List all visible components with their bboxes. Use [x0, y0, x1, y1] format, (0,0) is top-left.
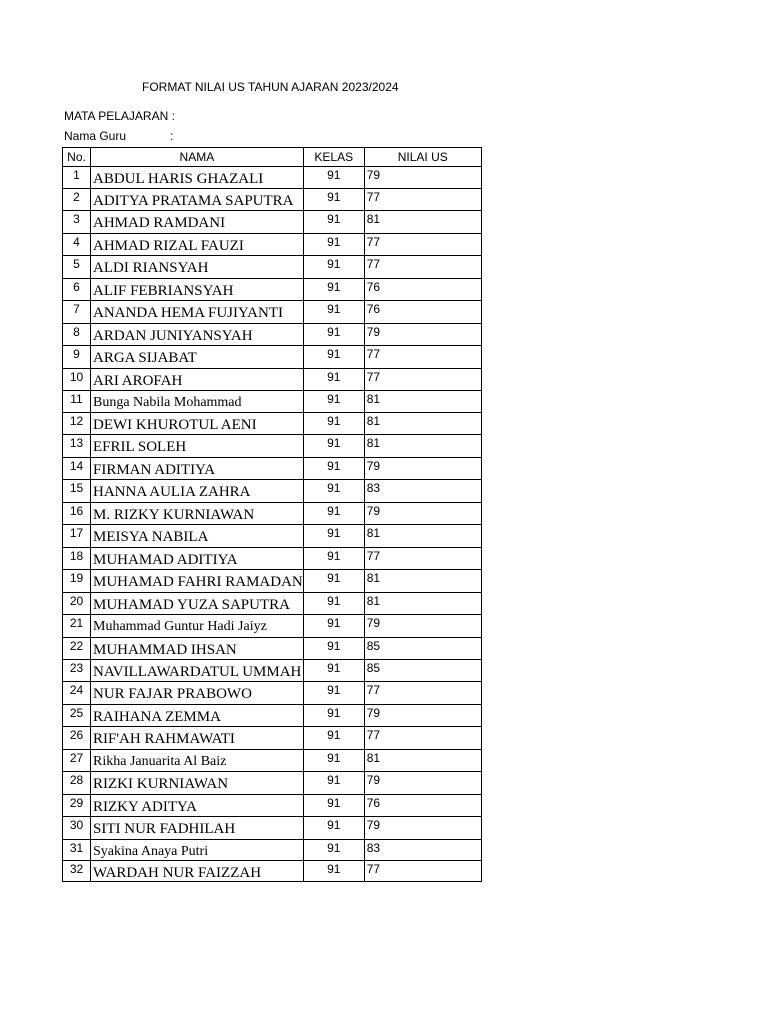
table-row — [63, 705, 482, 727]
row-number-cell: 6 — [63, 279, 91, 301]
teacher-colon: : — [170, 129, 174, 143]
table-row — [63, 279, 482, 301]
row-score-cell: 79 — [364, 772, 481, 795]
row-name-cell: MUHAMAD FAHRI RAMADAN — [91, 570, 304, 593]
header-kelas: KELAS — [303, 148, 364, 167]
subject-label — [64, 109, 175, 123]
table-row — [63, 660, 482, 682]
table-row — [63, 525, 482, 548]
row-name-cell: MUHAMAD YUZA SAPUTRA — [91, 593, 304, 615]
row-score-cell: 81 — [364, 211, 481, 234]
row-name-cell: RAIHANA ZEMMA — [91, 705, 304, 727]
row-name-cell: RIZKY ADITYA — [91, 795, 304, 817]
row-name-cell: HANNA AULIA ZAHRA — [91, 480, 304, 503]
row-score-cell: 77 — [364, 682, 481, 705]
table-row — [63, 458, 482, 480]
table-row — [63, 480, 482, 503]
row-number-cell: 3 — [63, 211, 91, 234]
table-row — [63, 727, 482, 750]
row-class-cell: 91 — [303, 324, 364, 346]
row-number-cell: 18 — [63, 548, 91, 570]
row-class-cell: 91 — [303, 346, 364, 369]
table-row — [63, 435, 482, 458]
teacher-label-text: Nama Guru — [64, 129, 127, 143]
header-nilai: NILAI US — [364, 148, 481, 167]
teacher-label — [64, 129, 174, 143]
row-class-cell: 91 — [303, 503, 364, 525]
row-class-cell: 91 — [303, 660, 364, 682]
row-name-cell: MUHAMMAD IHSAN — [91, 638, 304, 660]
row-name-cell: ADITYA PRATAMA SAPUTRA — [91, 189, 304, 211]
table-row — [63, 795, 482, 817]
row-number-cell: 28 — [63, 772, 91, 795]
row-score-cell: 81 — [364, 593, 481, 615]
row-score-cell: 76 — [364, 301, 481, 324]
row-number-cell: 27 — [63, 750, 91, 772]
row-score-cell: 81 — [364, 435, 481, 458]
row-score-cell: 79 — [364, 705, 481, 727]
table-row — [63, 861, 482, 882]
header-no: No. — [63, 148, 91, 167]
row-score-cell: 76 — [364, 279, 481, 301]
row-class-cell: 91 — [303, 413, 364, 435]
row-score-cell: 81 — [364, 570, 481, 593]
row-name-cell: Syakina Anaya Putri — [91, 840, 304, 861]
row-name-cell: ANANDA HEMA FUJIYANTI — [91, 301, 304, 324]
row-score-cell: 77 — [364, 346, 481, 369]
row-number-cell: 13 — [63, 435, 91, 458]
row-score-cell: 77 — [364, 548, 481, 570]
row-score-cell: 79 — [364, 503, 481, 525]
row-score-cell: 81 — [364, 391, 481, 413]
row-class-cell: 91 — [303, 861, 364, 882]
table-row — [63, 391, 482, 413]
row-number-cell: 14 — [63, 458, 91, 480]
row-name-cell: AHMAD RAMDANI — [91, 211, 304, 234]
table-row — [63, 324, 482, 346]
header-nama: NAMA — [91, 148, 304, 167]
row-name-cell: NUR FAJAR PRABOWO — [91, 682, 304, 705]
row-score-cell: 77 — [364, 189, 481, 211]
table-row — [63, 615, 482, 638]
row-class-cell: 91 — [303, 369, 364, 391]
row-number-cell: 1 — [63, 167, 91, 189]
row-number-cell: 7 — [63, 301, 91, 324]
row-score-cell: 79 — [364, 615, 481, 638]
table-row — [63, 301, 482, 324]
row-number-cell: 8 — [63, 324, 91, 346]
row-name-cell: ARDAN JUNIYANSYAH — [91, 324, 304, 346]
table-row — [63, 234, 482, 256]
table-row — [63, 413, 482, 435]
row-name-cell: ALIF FEBRIANSYAH — [91, 279, 304, 301]
row-score-cell: 77 — [364, 861, 481, 882]
row-name-cell: DEWI KHUROTUL AENI — [91, 413, 304, 435]
row-score-cell: 79 — [364, 458, 481, 480]
row-class-cell: 91 — [303, 167, 364, 189]
grades-table-body — [63, 167, 482, 882]
table-row — [63, 548, 482, 570]
table-row — [63, 682, 482, 705]
row-name-cell: MEISYA NABILA — [91, 525, 304, 548]
row-class-cell: 91 — [303, 458, 364, 480]
row-number-cell: 17 — [63, 525, 91, 548]
table-row — [63, 750, 482, 772]
row-name-cell: M. RIZKY KURNIAWAN — [91, 503, 304, 525]
row-name-cell: AHMAD RIZAL FAUZI — [91, 234, 304, 256]
row-number-cell: 4 — [63, 234, 91, 256]
row-number-cell: 12 — [63, 413, 91, 435]
row-number-cell: 22 — [63, 638, 91, 660]
row-class-cell: 91 — [303, 570, 364, 593]
row-number-cell: 23 — [63, 660, 91, 682]
row-score-cell: 85 — [364, 660, 481, 682]
row-class-cell: 91 — [303, 615, 364, 638]
row-number-cell: 10 — [63, 369, 91, 391]
row-number-cell: 24 — [63, 682, 91, 705]
row-number-cell: 5 — [63, 256, 91, 279]
row-number-cell: 20 — [63, 593, 91, 615]
row-number-cell: 30 — [63, 817, 91, 840]
subject-label-text: MATA PELAJARAN : — [64, 109, 175, 123]
grades-table — [62, 147, 482, 882]
row-class-cell: 91 — [303, 435, 364, 458]
row-class-cell: 91 — [303, 301, 364, 324]
row-class-cell: 91 — [303, 189, 364, 211]
row-name-cell: Rikha Januarita Al Baiz — [91, 750, 304, 772]
row-class-cell: 91 — [303, 727, 364, 750]
row-name-cell: Muhammad Guntur Hadi Jaiyz — [91, 615, 304, 638]
row-class-cell: 91 — [303, 750, 364, 772]
row-number-cell: 25 — [63, 705, 91, 727]
table-header-row — [63, 148, 482, 167]
row-class-cell: 91 — [303, 525, 364, 548]
table-row — [63, 503, 482, 525]
row-class-cell: 91 — [303, 234, 364, 256]
row-score-cell: 81 — [364, 750, 481, 772]
row-score-cell: 79 — [364, 324, 481, 346]
row-class-cell: 91 — [303, 682, 364, 705]
table-row — [63, 638, 482, 660]
table-row — [63, 817, 482, 840]
row-name-cell: ARGA SIJABAT — [91, 346, 304, 369]
row-score-cell: 77 — [364, 369, 481, 391]
row-number-cell: 9 — [63, 346, 91, 369]
table-row — [63, 211, 482, 234]
row-name-cell: RIF'AH RAHMAWATI — [91, 727, 304, 750]
row-name-cell: ABDUL HARIS GHAZALI — [91, 167, 304, 189]
row-name-cell: SITI NUR FADHILAH — [91, 817, 304, 840]
row-score-cell: 77 — [364, 234, 481, 256]
table-row — [63, 593, 482, 615]
row-number-cell: 31 — [63, 840, 91, 861]
row-class-cell: 91 — [303, 279, 364, 301]
row-class-cell: 91 — [303, 548, 364, 570]
row-name-cell: Bunga Nabila Mohammad — [91, 391, 304, 413]
row-class-cell: 91 — [303, 391, 364, 413]
row-class-cell: 91 — [303, 817, 364, 840]
row-name-cell: FIRMAN ADITIYA — [91, 458, 304, 480]
row-class-cell: 91 — [303, 638, 364, 660]
table-row — [63, 369, 482, 391]
row-number-cell: 15 — [63, 480, 91, 503]
row-class-cell: 91 — [303, 480, 364, 503]
row-class-cell: 91 — [303, 593, 364, 615]
row-score-cell: 77 — [364, 256, 481, 279]
row-class-cell: 91 — [303, 772, 364, 795]
row-class-cell: 91 — [303, 256, 364, 279]
table-row — [63, 256, 482, 279]
row-score-cell: 79 — [364, 817, 481, 840]
row-name-cell: NAVILLAWARDATUL UMMAH — [91, 660, 304, 682]
row-score-cell: 79 — [364, 167, 481, 189]
table-row — [63, 570, 482, 593]
row-class-cell: 91 — [303, 795, 364, 817]
row-class-cell: 91 — [303, 211, 364, 234]
table-row — [63, 840, 482, 861]
row-number-cell: 21 — [63, 615, 91, 638]
row-name-cell: EFRIL SOLEH — [91, 435, 304, 458]
table-row — [63, 189, 482, 211]
row-name-cell: MUHAMAD ADITIYA — [91, 548, 304, 570]
row-name-cell: RIZKI KURNIAWAN — [91, 772, 304, 795]
row-class-cell: 91 — [303, 705, 364, 727]
row-score-cell: 83 — [364, 480, 481, 503]
row-name-cell: ARI AROFAH — [91, 369, 304, 391]
row-number-cell: 2 — [63, 189, 91, 211]
row-score-cell: 83 — [364, 840, 481, 861]
row-number-cell: 26 — [63, 727, 91, 750]
row-score-cell: 77 — [364, 727, 481, 750]
row-score-cell: 81 — [364, 413, 481, 435]
row-number-cell: 19 — [63, 570, 91, 593]
row-number-cell: 11 — [63, 391, 91, 413]
row-score-cell: 76 — [364, 795, 481, 817]
row-score-cell: 81 — [364, 525, 481, 548]
row-name-cell: WARDAH NUR FAIZZAH — [91, 861, 304, 882]
row-number-cell: 16 — [63, 503, 91, 525]
row-number-cell: 32 — [63, 861, 91, 882]
row-name-cell: ALDI RIANSYAH — [91, 256, 304, 279]
row-class-cell: 91 — [303, 840, 364, 861]
table-row — [63, 167, 482, 189]
row-score-cell: 85 — [364, 638, 481, 660]
document-title: FORMAT NILAI US TAHUN AJARAN 2023/2024 — [142, 80, 399, 94]
table-row — [63, 772, 482, 795]
table-row — [63, 346, 482, 369]
row-number-cell: 29 — [63, 795, 91, 817]
